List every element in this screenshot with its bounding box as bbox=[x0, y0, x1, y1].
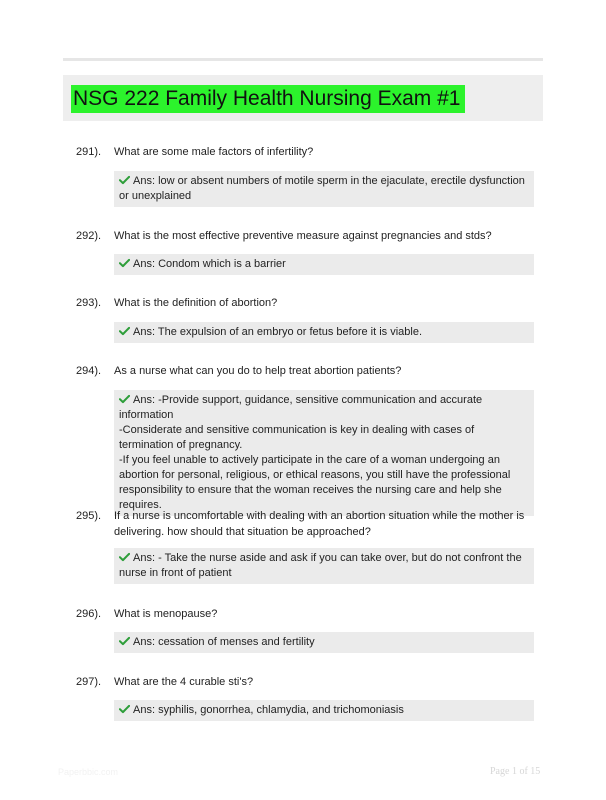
answer-box bbox=[114, 322, 534, 343]
check-icon bbox=[119, 326, 130, 336]
answer-text: Ans: cessation of menses and fertility bbox=[133, 636, 315, 648]
question-number: 295). bbox=[76, 510, 102, 522]
check-icon bbox=[119, 394, 130, 404]
answer-box bbox=[114, 548, 534, 584]
answer-text: Ans: low or absent numbers of motile sperm in the ejaculate, erectile dysfunction or unexplained bbox=[119, 175, 528, 202]
check-icon bbox=[119, 552, 130, 562]
question-text: What is menopause? bbox=[114, 608, 218, 620]
check-icon bbox=[119, 175, 130, 185]
question-number: 296). bbox=[76, 608, 102, 620]
question-item bbox=[76, 363, 536, 511]
answer-text: Ans: syphilis, gonorrhea, chlamydia, and trichomoniasis bbox=[133, 704, 404, 716]
question-item bbox=[76, 228, 536, 270]
question-text: What are the 4 curable sti's? bbox=[114, 676, 254, 688]
question-number: 294). bbox=[76, 365, 102, 377]
question-number: 293). bbox=[76, 297, 102, 309]
question-item bbox=[76, 144, 536, 202]
question-text: As a nurse what can you do to help treat abortion patients? bbox=[114, 365, 402, 377]
answer-text: Ans: Condom which is a barrier bbox=[133, 258, 286, 270]
answer-box bbox=[114, 700, 534, 721]
question-number: 297). bbox=[76, 676, 102, 688]
answer-text: Ans: - Take the nurse aside and ask if you can take over, but do not confront the nurse in front of patient bbox=[119, 552, 525, 579]
question-number: 292). bbox=[76, 230, 102, 242]
question-text: If a nurse is uncomfortable with dealing with an abortion situation while the mother is delivering. how should that situation be approached? bbox=[114, 510, 525, 538]
answer-text: Ans: -Provide support, guidance, sensitive communication and accurate information -Considerate and sensitive communication is key in dealing with cases of termination of pregnancy. -If you feel unable to actively participate in the care of a woman undergoing an abortion for personal, religious, or ethical reasons, you still have the professional responsibility to ensure that the woman receives the nursing care and help she requires. bbox=[119, 394, 511, 511]
question-item bbox=[76, 508, 536, 579]
question-text: What are some male factors of infertility? bbox=[114, 146, 314, 158]
answer-text: Ans: The expulsion of an embryo or fetus before it is viable. bbox=[133, 326, 423, 338]
check-icon bbox=[119, 636, 130, 646]
check-icon bbox=[119, 258, 130, 268]
question-item bbox=[76, 606, 536, 648]
question-text: What is the most effective preventive measure against pregnancies and stds? bbox=[114, 230, 492, 242]
check-icon bbox=[119, 704, 130, 714]
answer-box bbox=[114, 390, 534, 516]
question-item bbox=[76, 295, 536, 338]
question-item bbox=[76, 674, 536, 716]
footer-watermark: Paperbbic.com bbox=[58, 767, 119, 777]
answer-box bbox=[114, 171, 534, 207]
question-text: What is the definition of abortion? bbox=[114, 297, 278, 309]
document-title: NSG 222 Family Health Nursing Exam #1 bbox=[71, 85, 465, 113]
answer-box bbox=[114, 254, 534, 275]
question-number: 291). bbox=[76, 146, 102, 158]
page-indicator: Page 1 of 15 bbox=[490, 766, 541, 777]
answer-box bbox=[114, 632, 534, 653]
